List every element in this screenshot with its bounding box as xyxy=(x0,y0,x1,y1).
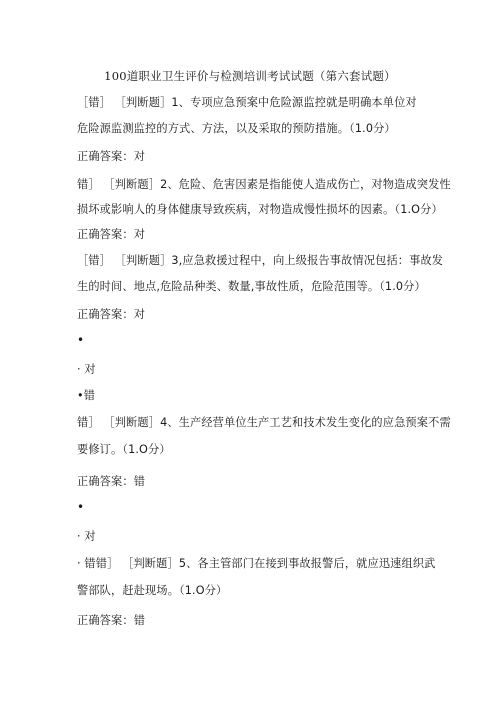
answer-3: 正确答案：对 xyxy=(77,308,146,321)
option-true: · 对 xyxy=(77,363,96,376)
answer-2: 正确答案：对 xyxy=(77,228,146,241)
question-1-line-2: 危险源监测监控的方式、方法，以及采取的预防措施。（1.0分） xyxy=(77,122,396,135)
document-title: 100道职业卫生评价与检测培训考试试题（第六套试题） xyxy=(104,69,396,83)
answer-5: 正确答案：错 xyxy=(77,614,146,627)
answer-1: 正确答案：对 xyxy=(77,150,146,163)
question-4-line-1: 错］ ［判断题］4、生产经营单位生产工艺和技术发生变化的应急预案不需 xyxy=(77,416,451,429)
question-5-line-2: 警部队，赶赴现场。（1.O分） xyxy=(77,584,228,597)
option-bullet-2: • xyxy=(77,500,85,514)
option-false: •错 xyxy=(77,389,96,402)
answer-4: 正确答案：错 xyxy=(77,475,146,488)
question-5-line-1: · 错错］ ［判断题］5、各主管部门在接到事故报警后，就应迅速组织武 xyxy=(77,557,436,570)
question-2-line-1: 错］ ［判断题］2、危险、危害因素是指能使人造成伤亡，对物造成突发性 xyxy=(77,178,451,191)
question-2-line-2: 损坏或影响人的身体健康导致疾病，对物造成慢性损坏的因素。（1.O分） xyxy=(77,203,443,216)
question-3-line-1: ［错］ ［判断题］3,应急救援过程中，向上级报告事故情况包括：事故发 xyxy=(77,254,444,267)
question-4-line-2: 要修订。（1.O分） xyxy=(77,443,171,456)
option-true-2: · 对 xyxy=(77,530,96,543)
option-bullet: • xyxy=(77,333,85,347)
question-1-line-1: ［错］ ［判断题］1、专项应急预案中危险源监控就是明确本单位对 xyxy=(77,96,417,109)
question-3-line-2: 生的时间、地点,危险品种类、数量,事故性质，危险范围等。（1.0分） xyxy=(77,280,426,293)
